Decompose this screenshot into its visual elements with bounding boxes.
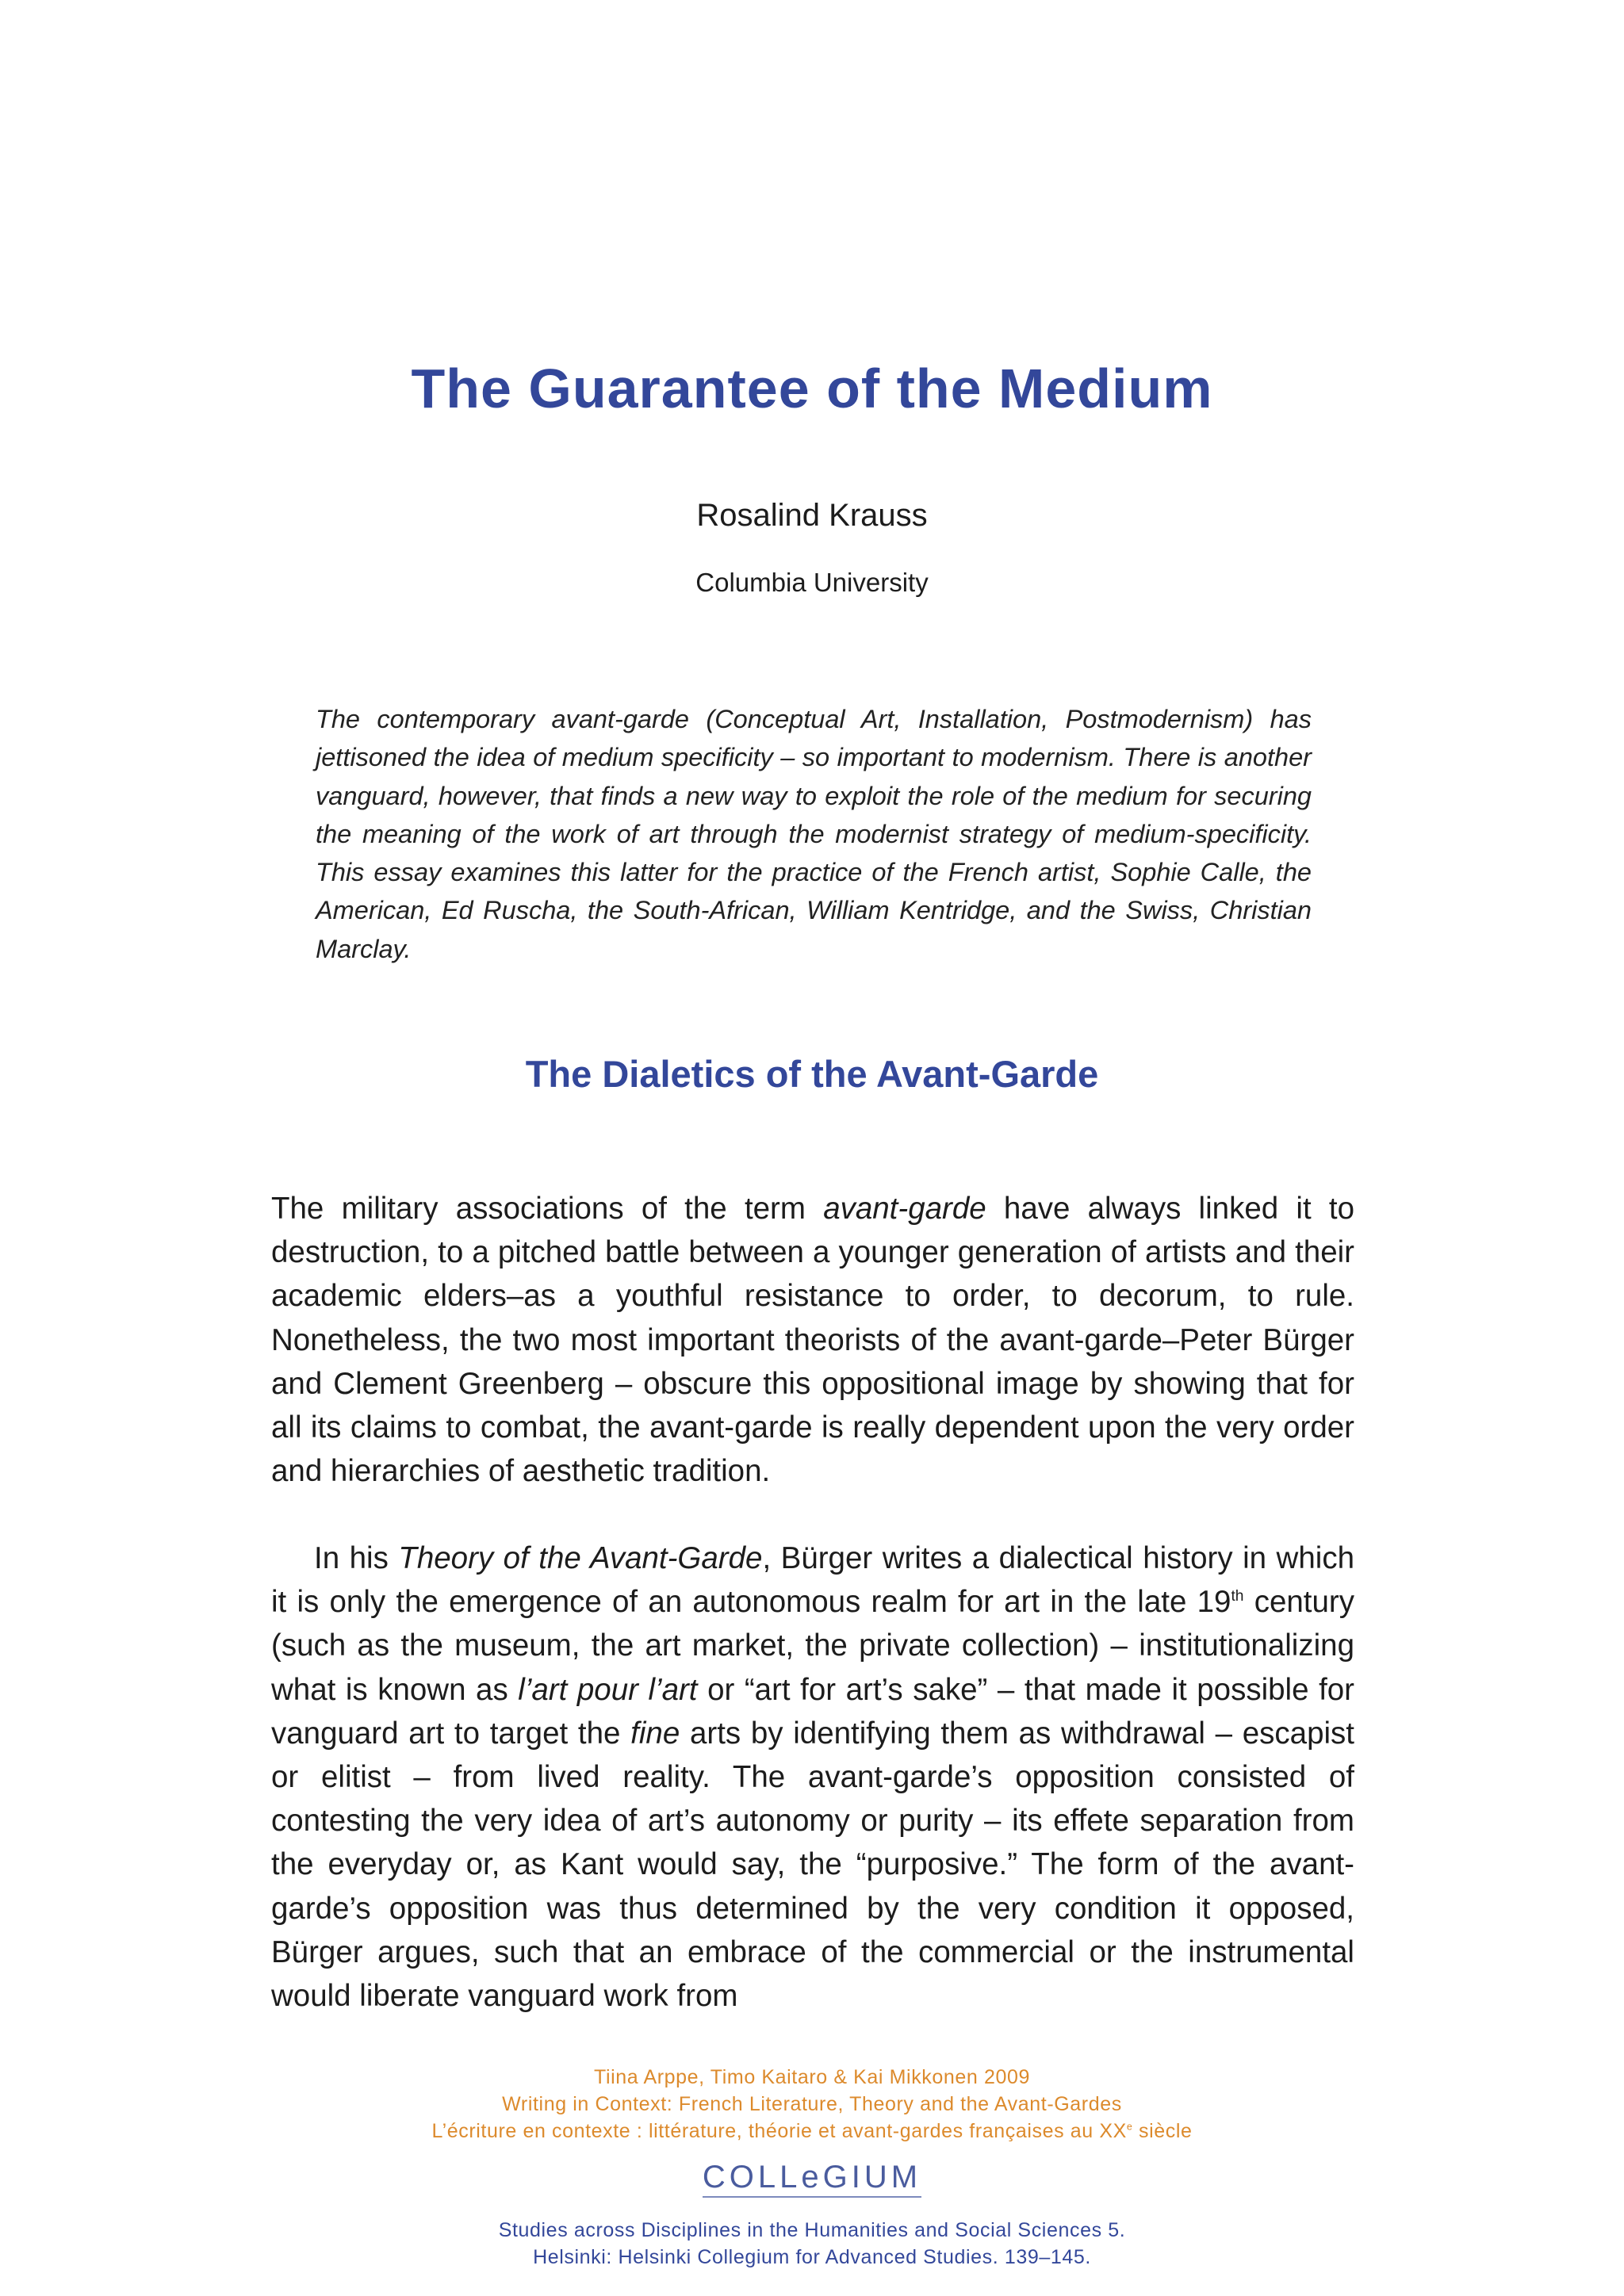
- footer-french-title: [0, 2118, 1624, 2145]
- paper-title: The Guarantee of the Medium: [411, 358, 1213, 419]
- paragraph-text: have always linked it to destruction, to a pitched battle between a younger generation of artists and their academic elders–as a youthful resistance to order, to decorum, to rule. Nonetheless, the two most important theorists of the avant-garde–Peter Bürger and Clement Greenberg – obscure this oppositional image by showing that for all its claims to combat, the avant-garde is really dependent upon the very order and hierarchies of aesthetic tradition.: [271, 1192, 1354, 1489]
- body-paragraph-1: [271, 1187, 1354, 1493]
- italic-phrase: l’art pour l’art: [518, 1672, 698, 1707]
- footer-editors: Tiina Arppe, Timo Kaitaro & Kai Mikkonen 2009: [594, 2066, 1030, 2088]
- footer-publisher: Helsinki: Helsinki Collegium for Advanced Studies. 139–145.: [533, 2246, 1091, 2268]
- section-heading: The Dialetics of the Avant-Garde: [525, 1053, 1099, 1095]
- footer-series: Studies across Disciplines in the Humanities and Social Sciences 5.: [498, 2219, 1126, 2241]
- footer-text: siècle: [1132, 2120, 1193, 2142]
- paragraph-text: , Bürger writes a dialectical history in which it is only the emergence of an autonomous realm for art in the late 19: [271, 1541, 1354, 1620]
- paragraph-text: In his: [314, 1541, 399, 1575]
- collegium-logo: [0, 2155, 1624, 2199]
- italic-book-title: Theory of the Avant-Garde: [398, 1541, 763, 1575]
- author-name: Rosalind Krauss: [696, 498, 928, 533]
- footer-text: L’écriture en contexte : littérature, théorie et avant-gardes françaises au XX: [431, 2120, 1127, 2142]
- paragraph-text: or “art for art’s sake” – that made it possible for vanguard art to target the: [271, 1672, 1355, 1751]
- footer-book-title: Writing in Context: French Literature, Theory and the Avant-Gardes: [502, 2093, 1122, 2115]
- logo-text: COLLeGIUM: [703, 2160, 921, 2198]
- abstract: The contemporary avant-garde (Conceptual Art, Installation, Postmodernism) has jettisoned the idea of medium specificity – so important to modernism. There is another vanguard, however, that finds a new way to exploit the role of the medium for securing the meaning of the work of art through the modernist strategy of medium-specificity. This essay examines this latter for the practice of the French artist, Sophie Calle, the American, Ed Ruscha, the South-African, William Kentridge, and the Swiss, Christian Marclay.: [316, 705, 1312, 963]
- paragraph-text: century (such as the museum, the art market, the private collection) – institutionalizing what is known as: [271, 1585, 1354, 1707]
- century-superscript: e: [1126, 2121, 1133, 2133]
- author-affiliation: Columbia University: [695, 568, 929, 597]
- paragraph-text: The military associations of the term: [271, 1192, 824, 1226]
- italic-term: fine: [630, 1716, 680, 1751]
- italic-term: avant-garde: [823, 1192, 986, 1226]
- body-paragraph-2: [271, 1536, 1354, 2018]
- ordinal-superscript: th: [1231, 1588, 1244, 1605]
- paragraph-text: arts by identifying them as withdrawal – escapist or elitist – from lived reality. The avant-garde’s opposition consisted of contesting the very idea of art’s autonomy or purity – its effete separation from the everyday or, as Kant would say, the “purposive.” The form of the avant-garde’s opposition was thus determined by the very condition it opposed, Bürger argues, such that an embrace of the commercial or the instrumental would liberate vanguard work from: [271, 1716, 1354, 2014]
